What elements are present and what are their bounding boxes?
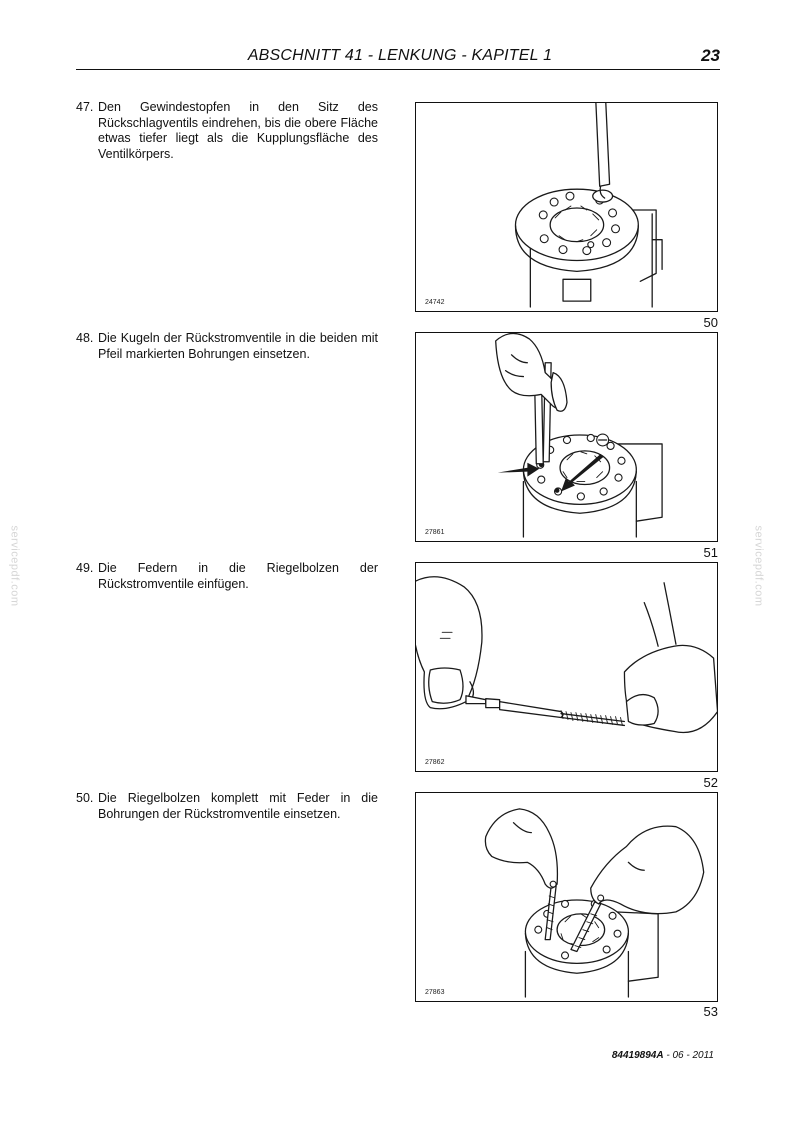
step-50 bbox=[76, 791, 378, 822]
figure-53-illustration bbox=[415, 792, 718, 1002]
doc-number: 84419894A bbox=[611, 1050, 664, 1061]
step-text: Die Federn in die Riegelbolzen der Rückstromventile einfügen. bbox=[98, 561, 378, 591]
figure-code: 27861 bbox=[425, 529, 445, 536]
plug-screwdriver-drawing bbox=[416, 103, 717, 311]
figure-code: 27863 bbox=[425, 989, 445, 996]
page-number: 23 bbox=[701, 46, 720, 65]
figure-50-illustration bbox=[415, 102, 718, 312]
watermark-right: servicepdf.com bbox=[752, 525, 765, 607]
figure-code: 27862 bbox=[425, 759, 445, 766]
step-text: Die Riegelbolzen komplett mit Feder in die Bohrungen der Rückstromventile einsetzen. bbox=[98, 791, 378, 821]
bolt-insertion-drawing bbox=[416, 793, 717, 1001]
header-divider bbox=[76, 69, 720, 70]
doc-date: - 06 - 2011 bbox=[663, 1050, 714, 1061]
figure-number: 51 bbox=[703, 545, 718, 560]
step-number: 48. bbox=[76, 331, 94, 345]
step-text: Die Kugeln der Rückstromventile in die beiden mit Pfeil markierten Bohrungen einsetzen. bbox=[98, 331, 378, 361]
figure-number: 50 bbox=[703, 315, 718, 330]
spring-insertion-drawing bbox=[416, 563, 717, 771]
step-text: Den Gewindestopfen in den Sitz des Rückschlagventils eindrehen, bis die obere Fläche etwas tiefer liegt als die Kupplungsfläche des Ventilkörpers. bbox=[98, 100, 378, 161]
figure-code: 24742 bbox=[425, 299, 445, 306]
watermark-left: servicepdf.com bbox=[8, 525, 21, 607]
step-48 bbox=[76, 331, 378, 362]
ball-insertion-drawing bbox=[416, 333, 717, 541]
step-49 bbox=[76, 561, 378, 592]
step-number: 50. bbox=[76, 791, 94, 805]
step-number: 49. bbox=[76, 561, 94, 575]
step-number: 47. bbox=[76, 100, 94, 114]
figure-number: 52 bbox=[703, 775, 718, 790]
step-47 bbox=[76, 100, 378, 162]
document-footer bbox=[500, 1050, 714, 1061]
figure-51-illustration bbox=[415, 332, 718, 542]
figure-number: 53 bbox=[703, 1004, 718, 1019]
figure-52-illustration bbox=[415, 562, 718, 772]
page-header-title: ABSCHNITT 41 - LENKUNG - KAPITEL 1 bbox=[247, 47, 553, 64]
